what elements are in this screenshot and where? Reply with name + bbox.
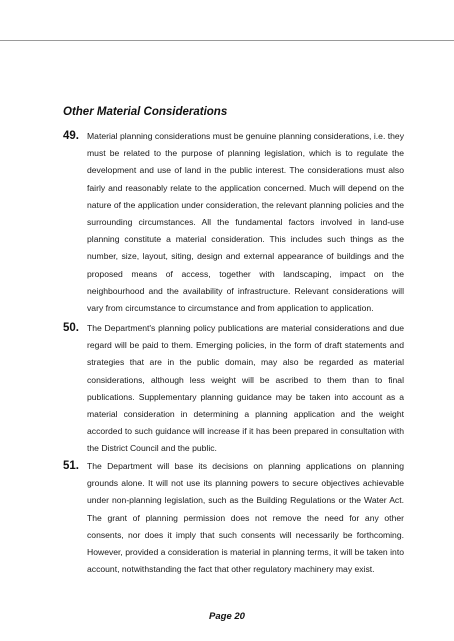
page-number: Page 20 bbox=[209, 611, 245, 622]
paragraph-text: The Department's planning policy publications are material considerations and due regard will be paid to them. Emerging policies, in the form of draft statements and strategies that are in the public domain, may also be regarded as material considerations, although less weight will be ascribed to them than to final publications. Supplementary planning guidance may be taken into account as a material consideration in determining a planning application and the weight accorded to such guidance will increase if it has been prepared in consultation with the District Council and the public. bbox=[87, 323, 404, 454]
paragraph-text: The Department will base its decisions on planning applications on planning grounds alone. It will not use its planning powers to secure objectives achievable under non-planning legislation, such as the Building Regulations or the Water Act. The grant of planning permission does not remove the need for any other consents, nor does it imply that such consents will necessarily be forthcoming. However, provided a consideration is material in planning terms, it will be taken into account, notwithstanding the fact that other regulatory machinery may exist. bbox=[87, 461, 404, 575]
section-heading: Other Material Considerations bbox=[63, 106, 228, 118]
paragraph-number: 50. bbox=[63, 322, 79, 334]
paragraph-51 bbox=[63, 458, 404, 578]
paragraph-49 bbox=[63, 128, 404, 317]
paragraph-number: 51. bbox=[63, 460, 79, 472]
paragraph-text: Material planning considerations must be genuine planning considerations, i.e. they must be related to the purpose of planning legislation, which is to regulate the development and use of land in the public interest. The considerations must also fairly and reasonably relate to the application concerned. Much will depend on the nature of the application under consideration, the relevant planning policies and the surrounding circumstances. All the fundamental factors involved in land-use planning constitute a material consideration. This includes such things as the number, size, layout, siting, design and external appearance of buildings and the proposed means of access, together with landscaping, impact on the neighbourhood and the availability of infrastructure. Relevant considerations will vary from circumstance to circumstance and from application to application. bbox=[87, 131, 404, 314]
header-rule bbox=[0, 40, 454, 41]
paragraph-50 bbox=[63, 320, 404, 458]
paragraph-number: 49. bbox=[63, 130, 79, 142]
